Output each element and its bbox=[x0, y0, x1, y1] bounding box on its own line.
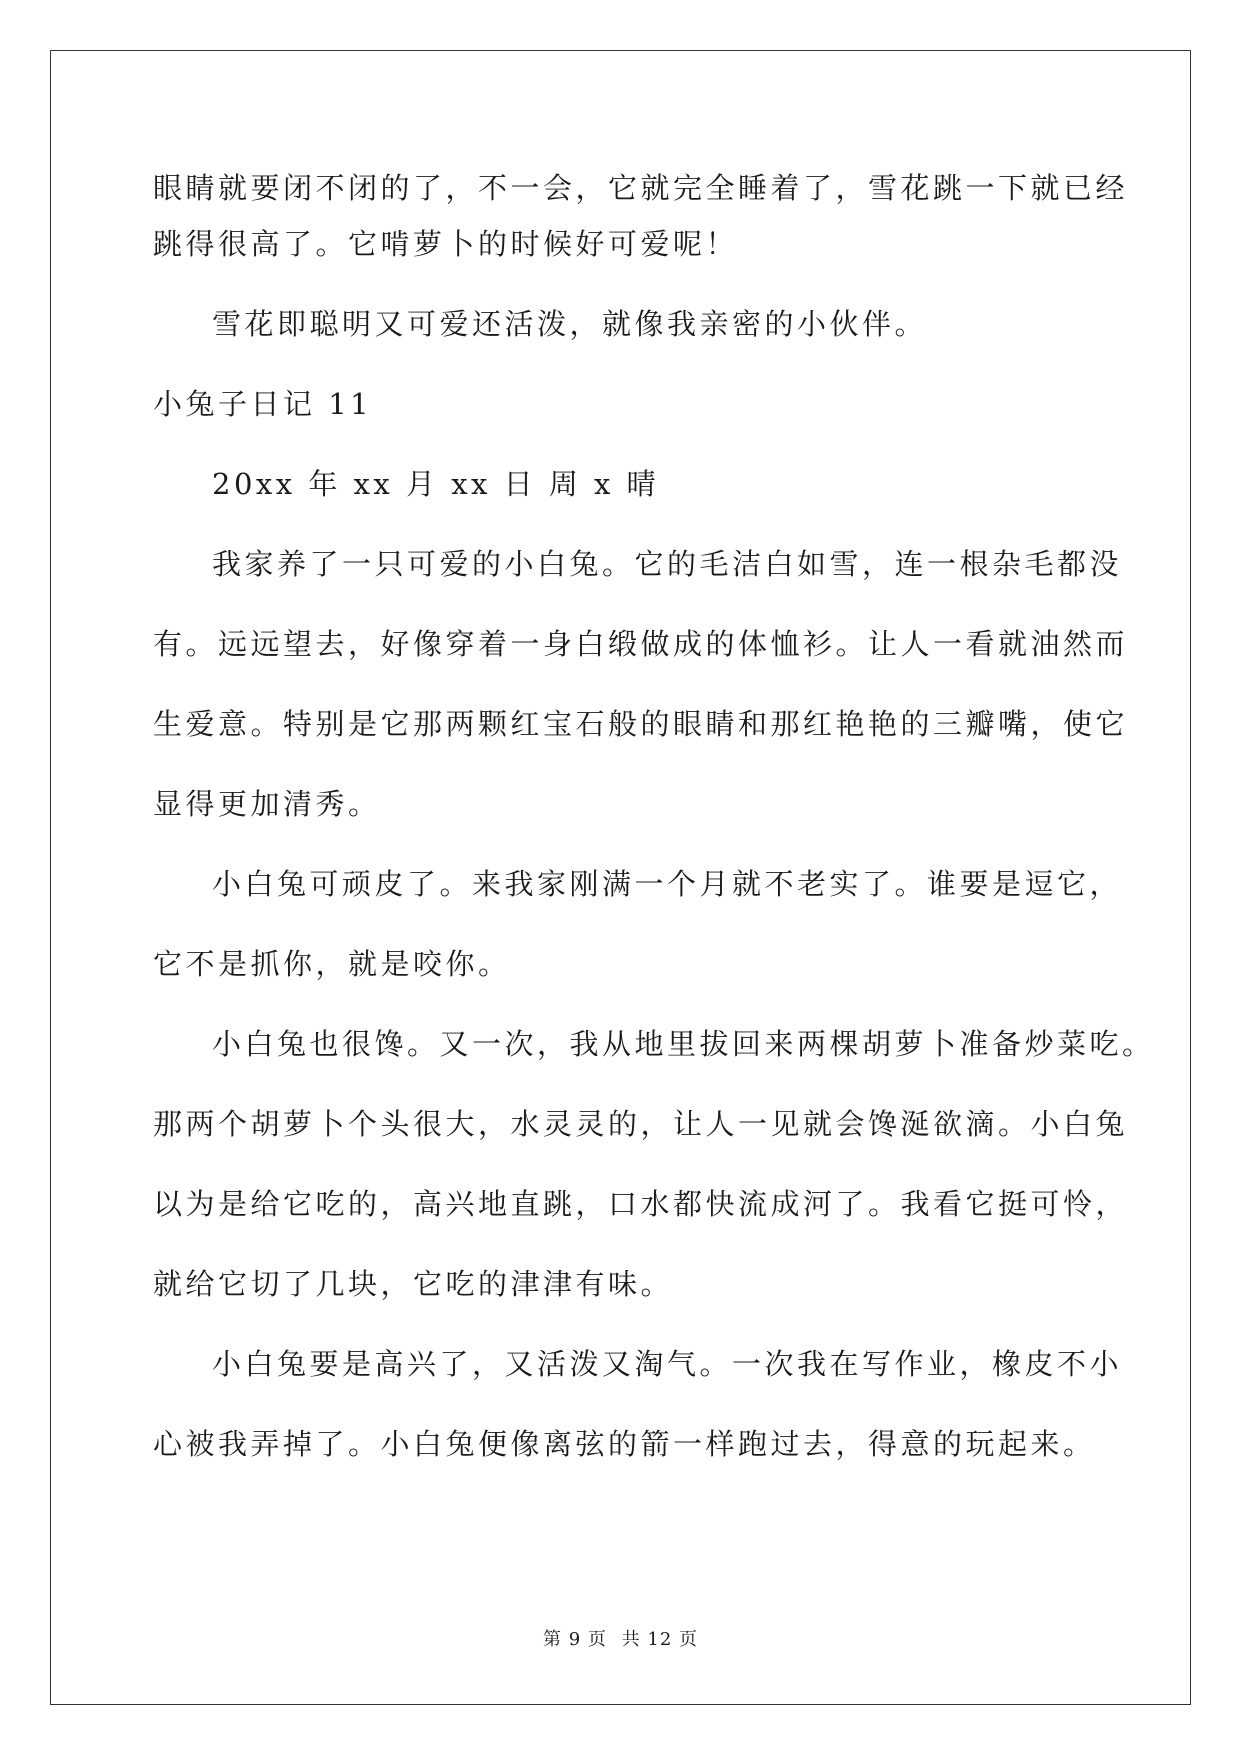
page-footer bbox=[0, 1628, 1241, 1652]
page-total: 共 12 页 bbox=[621, 1629, 698, 1650]
text-line-2: 跳得很高了。它啃萝卜的时候好可爱呢！ bbox=[153, 227, 739, 261]
section-heading: 小兔子日记 11 bbox=[153, 387, 373, 421]
page-number: 第 9 页 bbox=[543, 1629, 607, 1650]
text-line-10: 小白兔可顽皮了。来我家刚满一个月就不老实了。谁要是逗它， bbox=[212, 867, 1123, 901]
text-line-1: 眼睛就要闭不闭的了，不一会，它就完全睡着了，雪花跳一下就已经 bbox=[153, 171, 1129, 205]
text-line-14: 以为是给它吃的，高兴地直跳，口水都快流成河了。我看它挺可怜， bbox=[153, 1187, 1129, 1221]
text-line-15: 就给它切了几块，它吃的津津有味。 bbox=[153, 1267, 674, 1301]
text-line-16: 小白兔要是高兴了，又活泼又淘气。一次我在写作业，橡皮不小 bbox=[212, 1347, 1123, 1381]
text-line-6: 我家养了一只可爱的小白兔。它的毛洁白如雪，连一根杂毛都没 bbox=[212, 547, 1123, 581]
diary-date-line: 20xx 年 xx 月 xx 日 周 x 晴 bbox=[212, 467, 660, 501]
text-line-17: 心被我弄掉了。小白兔便像离弦的箭一样跑过去，得意的玩起来。 bbox=[153, 1427, 1096, 1461]
text-line-3: 雪花即聪明又可爱还活泼，就像我亲密的小伙伴。 bbox=[212, 307, 928, 341]
text-line-11: 它不是抓你，就是咬你。 bbox=[153, 947, 511, 981]
text-line-12: 小白兔也很馋。又一次，我从地里拔回来两棵胡萝卜准备炒菜吃。 bbox=[212, 1027, 1155, 1061]
text-line-8: 生爱意。特别是它那两颗红宝石般的眼睛和那红艳艳的三瓣嘴，使它 bbox=[153, 707, 1129, 741]
text-line-7: 有。远远望去，好像穿着一身白缎做成的体恤衫。让人一看就油然而 bbox=[153, 627, 1129, 661]
text-line-9: 显得更加清秀。 bbox=[153, 787, 381, 821]
text-line-13: 那两个胡萝卜个头很大，水灵灵的，让人一见就会馋涎欲滴。小白兔 bbox=[153, 1107, 1129, 1141]
